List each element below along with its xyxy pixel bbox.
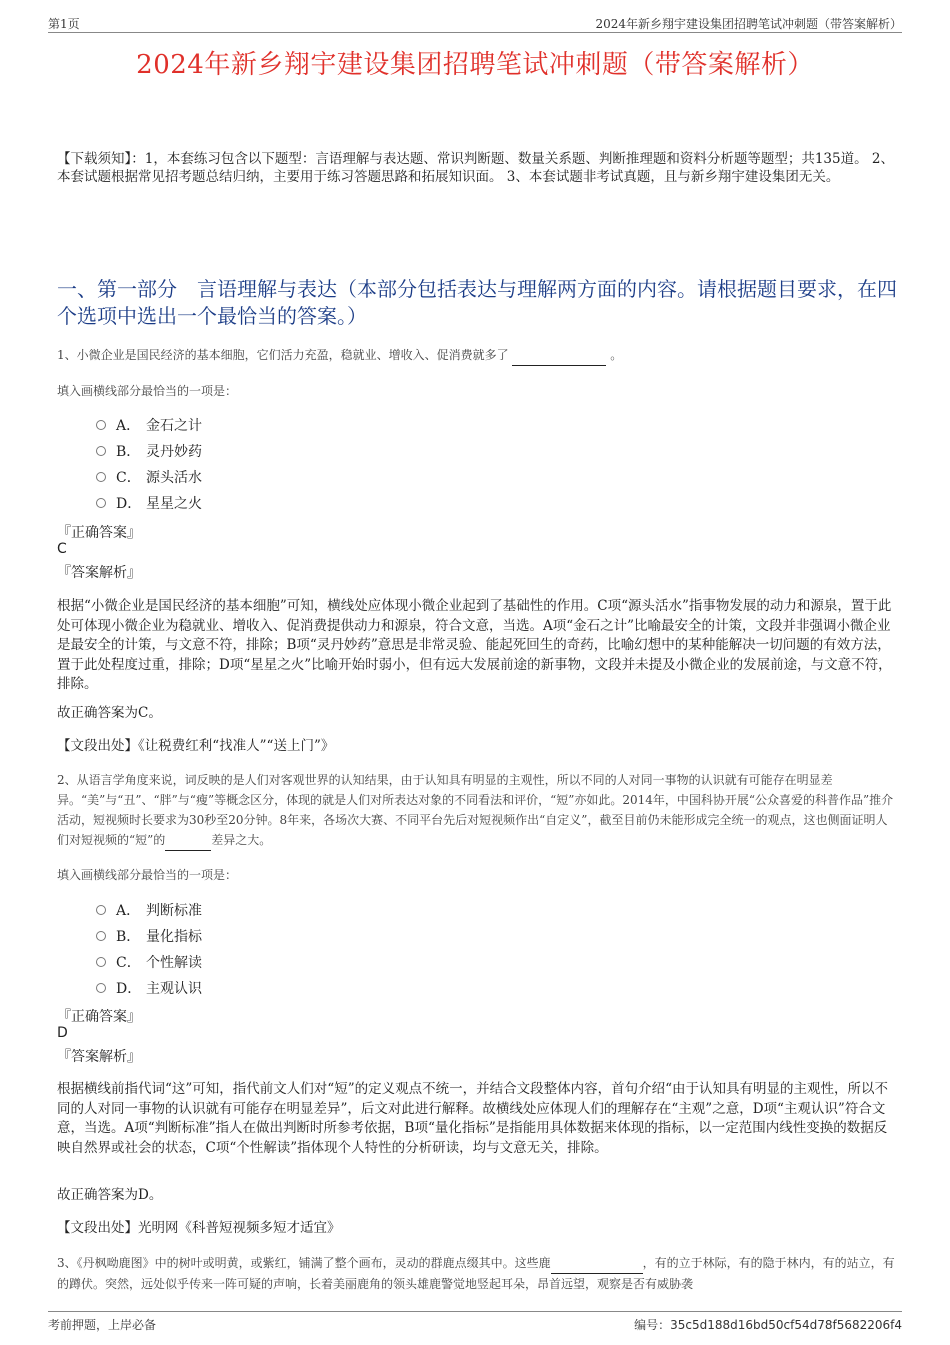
question-2-options (96, 897, 496, 1001)
option-c[interactable]: C． 个性解读 (96, 949, 496, 975)
correct-answer-value: C (57, 541, 67, 557)
question-1-options (96, 412, 496, 516)
radio-icon[interactable] (96, 983, 106, 993)
question-1-stem: 1、小微企业是国民经济的基本细胞，它们活力充盈，稳就业、增收入、促消费就多了 。 (57, 345, 897, 366)
question-1-source: 【文段出处】《让税费红利“找准人”“送上门”》 (57, 738, 335, 754)
correct-answer-label: 『正确答案』 (57, 525, 141, 541)
radio-icon[interactable] (96, 931, 106, 941)
analysis-label: 『答案解析』 (57, 1049, 141, 1065)
radio-icon[interactable] (96, 472, 106, 482)
page-header (48, 14, 902, 33)
footer-code: 编号：35c5d188d16bd50cf54d78f5682206f4 (634, 1318, 902, 1332)
question-2-source: 【文段出处】光明网《科普短视频多短才适宜》 (57, 1220, 341, 1236)
option-d[interactable]: D． 主观认识 (96, 975, 496, 1001)
option-d[interactable]: D． 星星之火 (96, 490, 496, 516)
answer-blank (551, 1253, 643, 1274)
download-notice: 【下载须知】：1，本套练习包含以下题型：言语理解与表达题、常识判断题、数量关系题、判断推理题和资料分析题等题型；共135道。 2、本套试题根据常见招考题总结归纳，主要用于练习答题思路和拓展知识面。 3、本套试题非考试真题，且与新乡翔宇建设集团无关。 (57, 151, 894, 185)
radio-icon[interactable] (96, 957, 106, 967)
option-a[interactable]: A． 金石之计 (96, 412, 496, 438)
option-b[interactable]: B． 灵丹妙药 (96, 438, 496, 464)
radio-icon[interactable] (96, 446, 106, 456)
page-number: 第1页 (48, 17, 80, 31)
option-c[interactable]: C． 源头活水 (96, 464, 496, 490)
correct-answer-label: 『正确答案』 (57, 1009, 141, 1025)
page-footer (48, 1311, 902, 1334)
header-doc-title: 2024年新乡翔宇建设集团招聘笔试冲刺题（带答案解析） (595, 17, 902, 31)
answer-blank (165, 830, 211, 851)
analysis-label: 『答案解析』 (57, 565, 141, 581)
radio-icon[interactable] (96, 905, 106, 915)
radio-icon[interactable] (96, 498, 106, 508)
question-2-hint: 填入画横线部分最恰当的一项是： (57, 868, 238, 882)
radio-icon[interactable] (96, 420, 106, 430)
answer-blank (512, 345, 606, 366)
correct-answer-value: D (57, 1025, 68, 1041)
option-a[interactable]: A． 判断标准 (96, 897, 496, 923)
document-title: 2024年新乡翔宇建设集团招聘笔试冲刺题（带答案解析） (136, 50, 814, 80)
option-b[interactable]: B． 量化指标 (96, 923, 496, 949)
footer-slogan: 考前押题，上岸必备 (48, 1318, 157, 1332)
question-2-analysis: 根据横线前指代词“这”可知，指代前文人们对“短”的定义观点不统一，并结合文段整体内容，首句介绍“由于认知具有明显的主观性，所以不同的人对同一事物的认识就有可能存在明显差异”，后文对此进行解释。故横线处应体现人们的理解存在“主观”之意，D项“主观认识”符合文意，当选。A项“判断标准”指人在做出判断时所参考依据，B项“量化指标”是指能用具体数据来体现的指标，以一定范围内线性变换的数据反映自然界或社会的状态，C项“个性解读”指体现个人特性的分析研读，均与文意无关，排除。 (57, 1081, 889, 1156)
question-2-conclusion: 故正确答案为D。 (57, 1187, 163, 1203)
section-heading: 一、第一部分 言语理解与表达（本部分包括表达与理解两方面的内容。请根据题目要求，在四个选项中选出一个最恰当的答案。） (57, 277, 897, 328)
question-1-analysis: 根据“小微企业是国民经济的基本细胞”可知，横线处应体现小微企业起到了基础性的作用。C项“源头活水”指事物发展的动力和源泉，置于此处可体现小微企业为稳就业、增收入、促消费提供动力和源泉，符合文意，当选。A项“金石之计”比喻最安全的计策，文段并非强调小微企业是最安全的计策，与文意不符，排除；B项“灵丹妙药”意思是非常灵验、能起死回生的奇药，比喻幻想中的某种能解决一切问题的有效方法，置于此处程度过重，排除；D项“星星之火”比喻开始时弱小，但有远大发展前途的新事物，文段并未提及小微企业的发展前途，与文意不符，排除。 (57, 598, 892, 692)
question-3-stem: 3、《丹枫呦鹿图》中的树叶或明黄，或紫红，铺满了整个画布，灵动的群鹿点缀其中。这些鹿 ，有的立于林际，有的隐于林内，有的站立，有的蹲伏。突然，远处似乎传来一阵可疑的声响，长着美丽鹿角的领头雄鹿警觉地竖起耳朵，昂首远望，观察是否有威胁袭 (57, 1253, 897, 1294)
question-2-stem: 2、从语言学角度来说，词反映的是人们对客观世界的认知结果，由于认知具有明显的主观性，所以不同的人对同一事物的认识就有可能存在明显差异。“美”与“丑”、“胖”与“瘦”等概念区分，体现的就是人们对所表达对象的不同看法和评价，“短”亦如此。2014年，中国科协开展“公众喜爱的科普作品”推介活动，短视频时长要求为30秒至20分钟。8年来，各场次大赛、不同平台先后对短视频作出“自定义”，截至目前仍未能形成完全统一的观点，这也侧面证明人们对短视频的“短”的 差异之大。 (57, 770, 897, 851)
question-1-hint: 填入画横线部分最恰当的一项是： (57, 384, 238, 398)
question-1-conclusion: 故正确答案为C。 (57, 705, 162, 721)
